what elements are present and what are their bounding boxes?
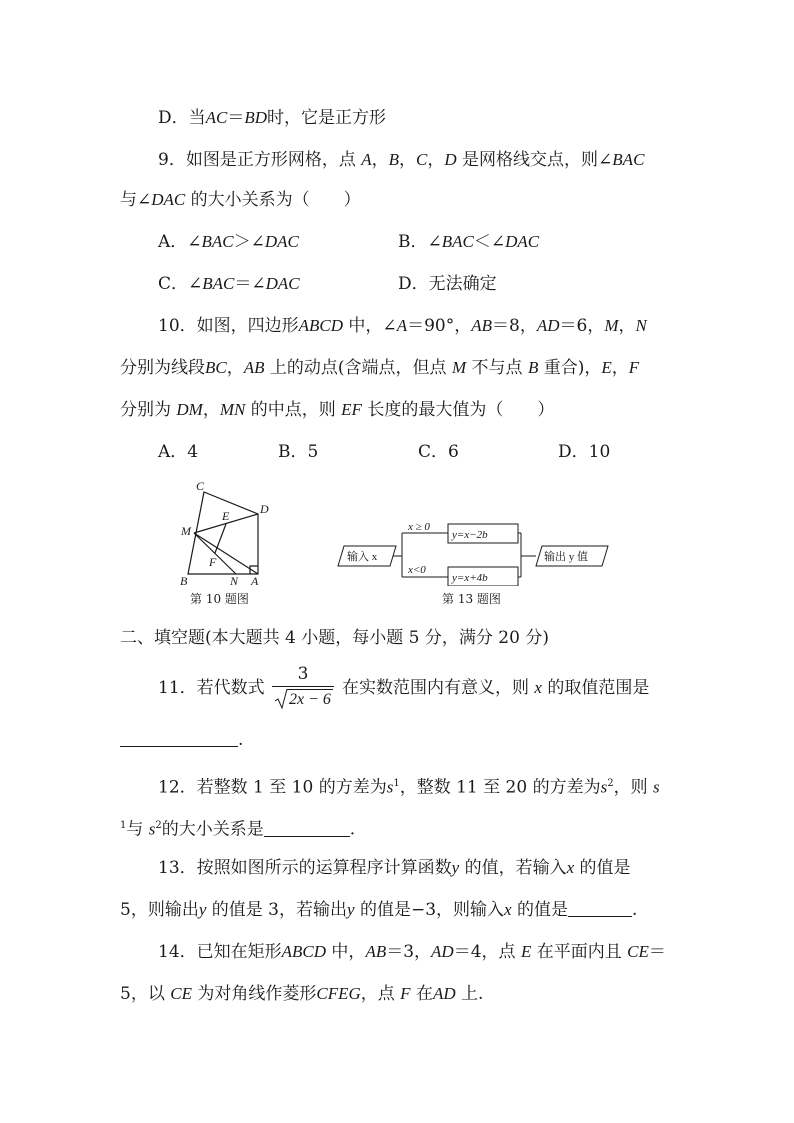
process-2-label: y=x+4b <box>452 572 488 584</box>
q10-option-a: A．4 <box>158 442 199 462</box>
q11-fraction <box>272 664 334 711</box>
sqrt-icon <box>274 688 288 710</box>
figure-13-caption: 第 13 题图 <box>442 592 501 606</box>
segment-ef <box>215 524 226 553</box>
q13-line-2: 5，则输出y 的值是 3，若输出y 的值是−3，则输入x 的值是 . <box>120 900 638 920</box>
condition-1: x ≥ 0 <box>408 521 430 533</box>
q10-option-b: B．5 <box>278 442 319 462</box>
answer-blank[interactable] <box>264 818 350 837</box>
q11-answer-line: . <box>120 728 243 752</box>
output-label: 输出 y 值 <box>544 551 588 563</box>
q9-option-a: A．∠BAC＞∠DAC <box>158 232 299 252</box>
q10-line-3: 分别为 DM，MN 的中点，则 EF 长度的最大值为（ ） <box>120 400 555 420</box>
q10-option-d: D．10 <box>558 442 611 462</box>
q9-line-1: 9．如图是正方形网格，点 A，B，C，D 是网格线交点，则∠BAC <box>158 150 645 170</box>
label-n: N <box>230 574 239 588</box>
input-label: 输入 x <box>347 551 378 563</box>
q10-line-2: 分别为线段BC，AB 上的动点(含端点，但点 M 不与点 B 重合)，E，F <box>120 358 640 378</box>
figure-10 <box>172 478 282 590</box>
label-b: B <box>180 574 188 588</box>
q10-line-1: 10．如图，四边形ABCD 中，∠A＝90°，AB＝8，AD＝6，M，N <box>158 316 647 336</box>
q9-option-d: D．无法确定 <box>398 274 497 294</box>
q14-line-1: 14．已知在矩形ABCD 中，AB＝3，AD＝4，点 E 在平面内且 CE＝ <box>158 942 666 962</box>
q11-suffix: 在实数范围内有意义，则 x 的取值范围是 <box>342 678 650 698</box>
section-2-heading: 二、填空题(本大题共 4 小题，每小题 5 分，满分 20 分) <box>120 628 549 648</box>
answer-blank[interactable] <box>568 898 632 917</box>
q9-option-b: B．∠BAC＜∠DAC <box>398 232 540 252</box>
label-m: M <box>181 524 191 538</box>
label-e: E <box>222 509 230 523</box>
label-c: C <box>196 479 205 493</box>
segment-ma <box>194 533 258 574</box>
figure-13-flowchart <box>336 520 616 586</box>
figure-10-caption: 第 10 题图 <box>190 592 249 606</box>
fraction-denominator: 2x − 6 <box>289 691 331 708</box>
answer-blank[interactable] <box>120 728 238 747</box>
q9-line-2: 与∠DAC 的大小关系为（ ） <box>120 190 361 210</box>
q14-line-2: 5，以 CE 为对角线作菱形CFEG，点 F 在AD 上. <box>120 984 484 1004</box>
q9-option-c: C．∠BAC＝∠DAC <box>158 274 300 294</box>
label-d: D <box>260 502 269 516</box>
q8-option-d: D．当AC＝BD时，它是正方形 <box>158 108 387 128</box>
fraction-numerator: 3 <box>297 664 309 684</box>
q13-line-1: 13．按照如图所示的运算程序计算函数y 的值，若输入x 的值是 <box>158 858 631 878</box>
label-f: F <box>209 555 217 569</box>
q12-line-2: $^1$与 $s^2$的大小关系是 . <box>120 819 356 840</box>
q10-option-c: C．6 <box>418 442 459 462</box>
q12-line-1: 12．若整数 1 至 10 的方差为$s^1$，整数 11 至 20 的方差为$s^2$，则 s <box>158 777 660 798</box>
label-a: A <box>251 574 259 588</box>
q11-prefix: 11．若代数式 <box>158 678 265 698</box>
process-1-label: y=x−2b <box>452 529 488 541</box>
condition-2: x<0 <box>408 564 426 576</box>
